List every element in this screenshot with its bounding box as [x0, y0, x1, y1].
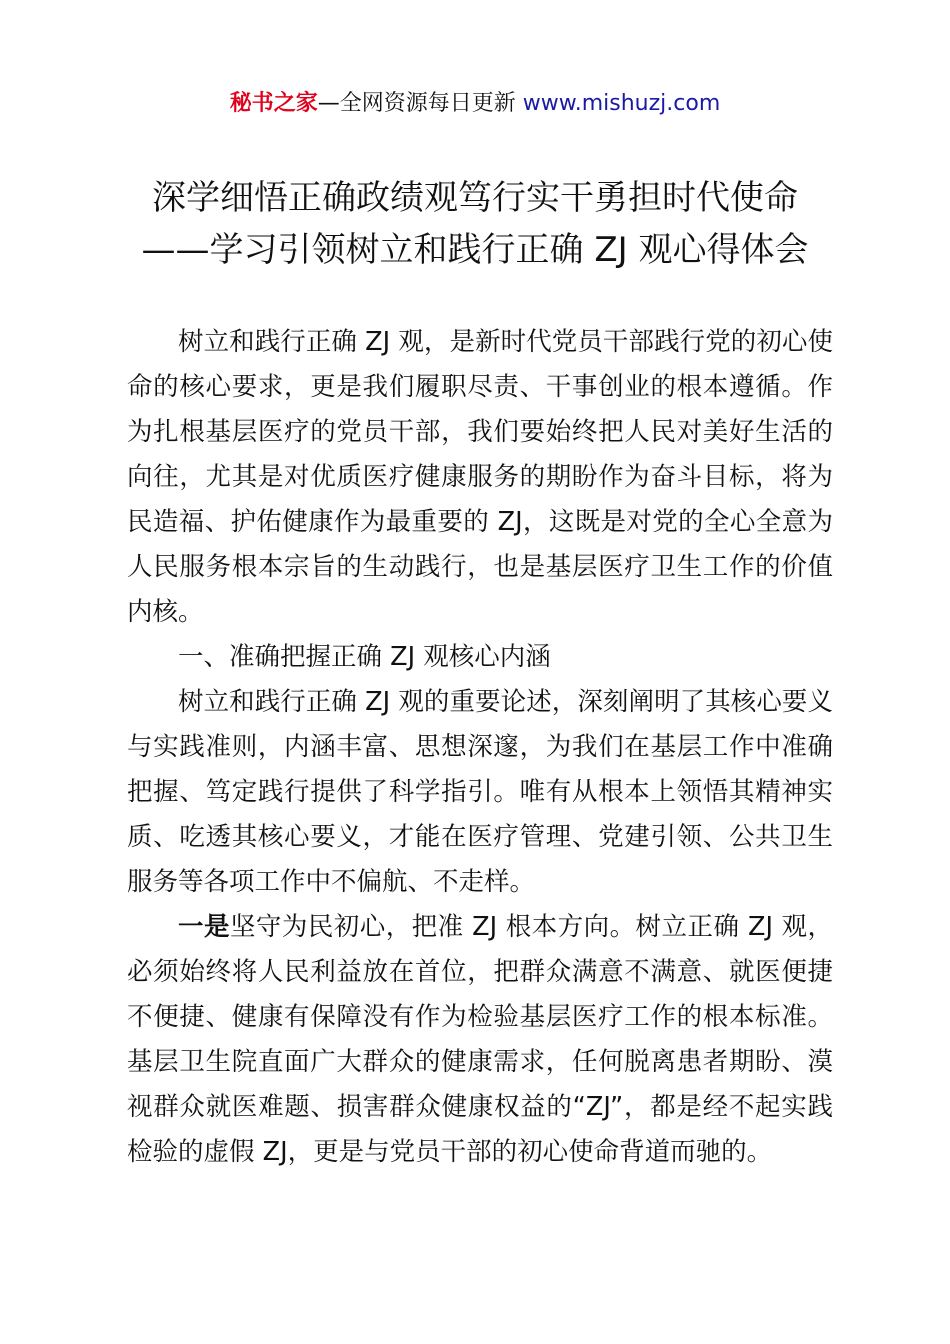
document-title: 深学细悟正确政绩观笃行实干勇担时代使命 [152, 178, 798, 218]
site-url-link[interactable]: www.mishuzj.com [522, 91, 721, 116]
document-subtitle: ——学习引领树立和践行正确 ZJ 观心得体会 [141, 230, 809, 270]
point-lead: 一是 [178, 912, 230, 942]
point-text: 坚守为民初心，把准 ZJ 根本方向。树立正确 ZJ 观，必须始终将人民利益放在首位，把群众满意不满意、就医便捷不便捷、健康有保障没有作为检验基层医疗工作的根本标准。基层卫生院直面广大群众的健康需求，任何脱离患者期盼、漠视群众就医难题、损害群众健康权益的“ZJ”，都是经不起实践检验的虚假 ZJ，更是与党员干部的初心使命背道而驰的。 [127, 912, 833, 1167]
paragraph-section-1: 树立和践行正确 ZJ 观的重要论述，深刻阐明了其核心要义与实践准则，内涵丰富、思想深邃，为我们在基层工作中准确把握、笃定践行提供了科学指引。唯有从根本上领悟其精神实质、吃透其核心要义，才能在医疗管理、党建引领、公共卫生服务等各项工作中不偏航、不走样。 [127, 687, 833, 897]
paragraph-intro: 树立和践行正确 ZJ 观，是新时代党员干部践行党的初心使命的核心要求，更是我们履职尽责、干事创业的根本遵循。作为扎根基层医疗的党员干部，我们要始终把人民对美好生活的向往，尤其是对优质医疗健康服务的期盼作为奋斗目标，将为民造福、护佑健康作为最重要的 ZJ，这既是对党的全心全意为人民服务根本宗旨的生动践行，也是基层医疗卫生工作的价值内核。 [127, 327, 833, 627]
site-header [0, 88, 950, 120]
paragraph-point-1 [127, 905, 833, 1175]
section-heading-1: 一、准确把握正确 ZJ 观核心内涵 [178, 642, 551, 672]
document-body [127, 320, 833, 1175]
brand-name: 秘书之家 [229, 91, 318, 116]
site-slogan: —全网资源每日更新 [317, 91, 523, 116]
